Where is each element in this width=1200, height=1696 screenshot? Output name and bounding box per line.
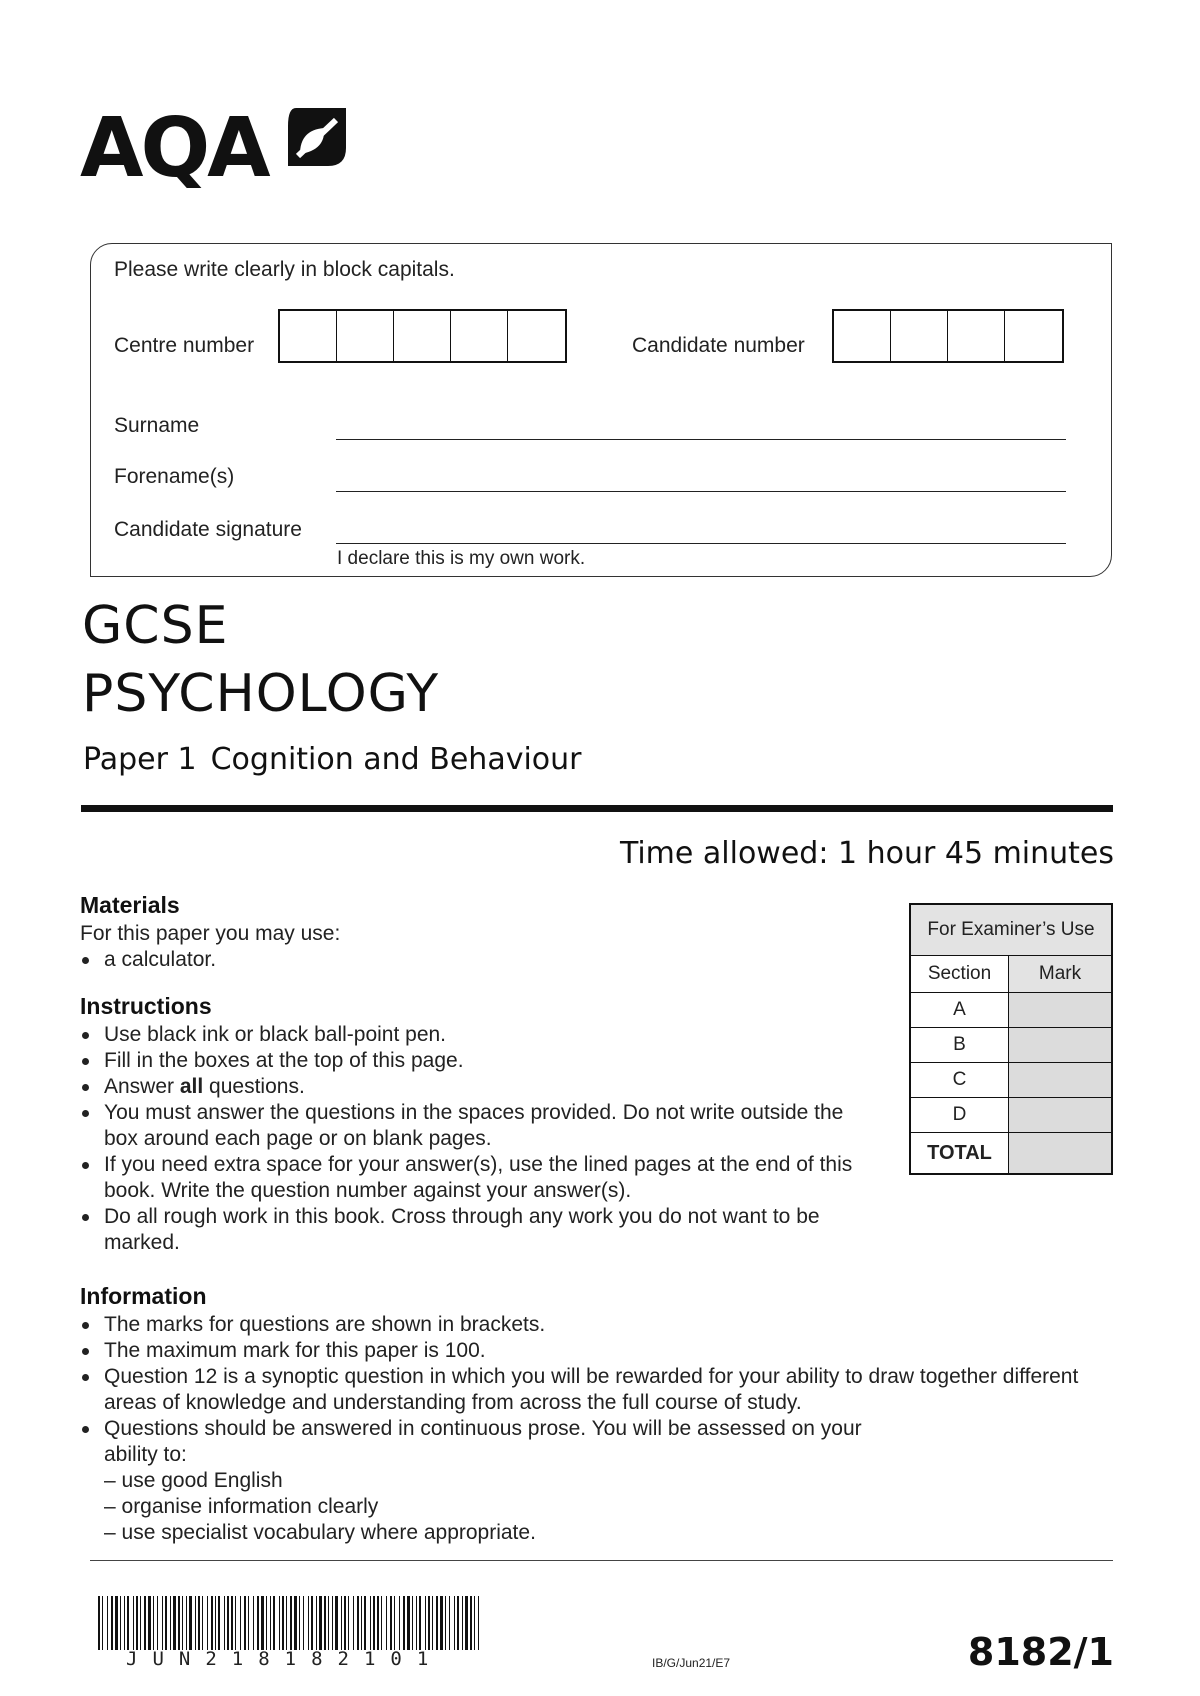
list-item-text: Answer: [104, 1075, 180, 1098]
barcode-digit-trail: 1: [416, 1648, 444, 1670]
materials-heading: Materials: [80, 892, 180, 918]
section-column-header: Section: [911, 956, 1009, 992]
barcode-digits: JUN21818210: [126, 1648, 417, 1670]
total-mark-cell: [1009, 1133, 1111, 1173]
information-section: [80, 1283, 1090, 1546]
list-item: Do all rough work in this book. Cross through any work you do not want to be marked.: [80, 1204, 870, 1256]
centre-number-box[interactable]: [280, 311, 337, 361]
examiners-use-title: For Examiner’s Use: [911, 905, 1111, 956]
list-item: [80, 1074, 870, 1100]
list-item: Questions should be answered in continuous prose. You will be assessed on your ability to:: [80, 1416, 864, 1468]
table-row: [911, 1028, 1111, 1063]
centre-number-box[interactable]: [508, 311, 565, 361]
title-divider: [81, 805, 1113, 812]
mark-cell: [1009, 1098, 1111, 1132]
signature-label: Candidate signature: [114, 518, 302, 541]
centre-number-box[interactable]: [451, 311, 508, 361]
list-item: You must answer the questions in the spaces provided. Do not write outside the box around each page or on blank pages.: [80, 1100, 870, 1152]
instructions-section: [80, 993, 870, 1256]
section-cell: D: [911, 1098, 1009, 1132]
section-cell: B: [911, 1028, 1009, 1062]
aqa-leaf-logo-icon: [288, 108, 346, 172]
list-item: The marks for questions are shown in brackets.: [80, 1312, 1090, 1338]
paper-name: Cognition and Behaviour: [210, 742, 582, 777]
list-item: Question 12 is a synoptic question in which you will be rewarded for your ability to draw together different areas of knowledge and understanding from across the full course of study.: [80, 1364, 1090, 1416]
list-item: The maximum mark for this paper is 100.: [80, 1338, 1090, 1364]
materials-section: [80, 892, 880, 973]
surname-label: Surname: [114, 414, 200, 437]
examiners-use-table: [909, 903, 1113, 1175]
candidate-number-label: Candidate number: [632, 334, 805, 357]
centre-number-label: Centre number: [114, 334, 255, 357]
assessment-criterion: – use good English: [104, 1469, 283, 1492]
list-item: Use black ink or black ball-point pen.: [80, 1022, 870, 1048]
table-row: [911, 993, 1111, 1028]
candidate-number-box[interactable]: [1005, 311, 1062, 361]
barcode-icon: [98, 1596, 481, 1650]
emphasis-text: all: [179, 1075, 204, 1098]
table-header-row: [911, 956, 1111, 993]
footer-divider: [90, 1560, 1113, 1561]
reference-code: IB/G/Jun21/E7: [652, 1656, 731, 1670]
block-capitals-instruction: Please write clearly in block capitals.: [114, 258, 455, 281]
materials-list: [80, 947, 880, 973]
candidate-number-box[interactable]: [834, 311, 891, 361]
list-item: Fill in the boxes at the top of this page.: [80, 1048, 870, 1074]
barcode-number: [126, 1648, 443, 1670]
materials-intro: For this paper you may use:: [80, 922, 341, 945]
list-item: a calculator.: [80, 947, 880, 973]
declaration-text: I declare this is my own work.: [337, 548, 586, 569]
section-cell: C: [911, 1063, 1009, 1097]
list-item: If you need extra space for your answer(s), use the lined pages at the end of this book. Write the question number against your answer(s).: [80, 1152, 870, 1204]
paper-code: 8182/1: [967, 1630, 1114, 1674]
table-row: [911, 1063, 1111, 1098]
centre-number-box[interactable]: [394, 311, 451, 361]
candidate-number-field[interactable]: [832, 309, 1064, 363]
time-allowed: Time allowed: 1 hour 45 minutes: [619, 836, 1114, 871]
total-row: [911, 1133, 1111, 1173]
table-row: [911, 1098, 1111, 1133]
assessment-criterion: – organise information clearly: [104, 1495, 379, 1518]
candidate-number-box[interactable]: [891, 311, 948, 361]
assessment-criterion: – use specialist vocabulary where appropriate.: [104, 1521, 536, 1544]
subject-title: PSYCHOLOGY: [82, 664, 440, 724]
list-item-text: questions.: [203, 1075, 305, 1098]
forenames-label: Forename(s): [114, 465, 235, 488]
total-label: TOTAL: [911, 1133, 1009, 1173]
aqa-logo: AQA: [80, 101, 268, 196]
surname-field[interactable]: [336, 439, 1066, 440]
centre-number-box[interactable]: [337, 311, 394, 361]
mark-cell: [1009, 1028, 1111, 1062]
mark-cell: [1009, 993, 1111, 1027]
paper-title: [83, 742, 582, 777]
signature-field[interactable]: [336, 543, 1066, 544]
section-cell: A: [911, 993, 1009, 1027]
mark-column-header: Mark: [1009, 956, 1111, 992]
instructions-list: [80, 1022, 870, 1256]
mark-cell: [1009, 1063, 1111, 1097]
candidate-number-box[interactable]: [948, 311, 1005, 361]
information-list: [80, 1312, 1090, 1468]
paper-number: Paper 1: [83, 742, 197, 777]
centre-number-field[interactable]: [278, 309, 567, 363]
qualification-title: GCSE: [82, 596, 229, 656]
information-heading: Information: [80, 1283, 207, 1309]
forenames-field[interactable]: [336, 491, 1066, 492]
instructions-heading: Instructions: [80, 993, 212, 1019]
